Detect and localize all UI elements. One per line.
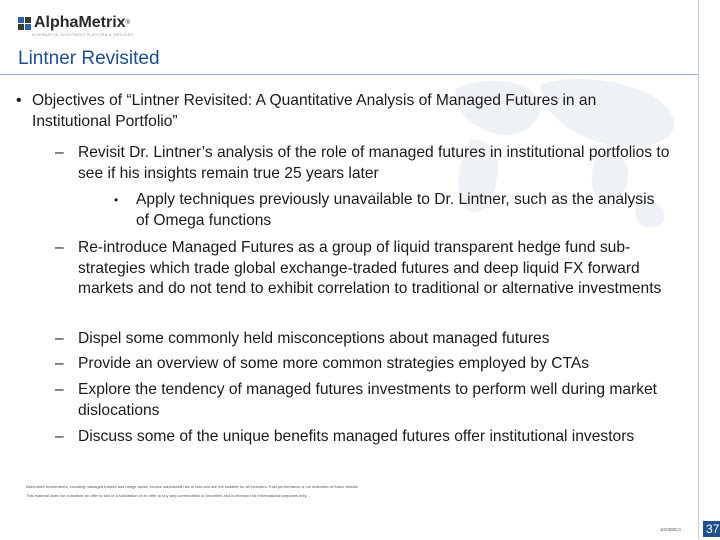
- title-underline: [0, 74, 698, 75]
- disclaimer-line: This material does not constitute an offer to sell or a solicitation of an offer to buy any commodities or securities and is intended for informational purposes only.: [26, 493, 308, 498]
- sub-bullet-text: Discuss some of the unique benefits managed futures offer institutional investors: [78, 428, 635, 445]
- alphametrix-logo: [18, 14, 130, 32]
- dash-marker: –: [55, 355, 64, 372]
- sub-bullet-text: Re-introduce Managed Futures as a group of liquid transparent hedge fund sub-strategies which trade global exchange-traded futures and deep liquid FX forward markets and do not tend to exhibit correlation to traditional or alternative investments: [78, 239, 662, 297]
- sub-bullet-text: Revisit Dr. Lintner’s analysis of the role of managed futures in institutional portfolios to see if his insights remain true 25 years later: [78, 144, 670, 182]
- main-bullet-text: Objectives of “Lintner Revisited: A Quantitative Analysis of Managed Futures in an Institutional Portfolio”: [32, 92, 597, 130]
- footer-disclaimer: [26, 482, 586, 500]
- dash-marker: –: [55, 144, 64, 161]
- dash-marker: –: [55, 381, 64, 398]
- sub-bullet-explore: [55, 380, 675, 421]
- sub-bullet-text: Explore the tendency of managed futures investments to perform well during market dislocations: [78, 381, 657, 419]
- sub-bullet-overview: [55, 354, 675, 375]
- logo-registered-mark: ®: [125, 20, 130, 26]
- sub-sub-bullet-omega: [114, 190, 670, 231]
- bullet-marker: •: [114, 193, 119, 207]
- sub-sub-bullet-text: Apply techniques previously unavailable to Dr. Lintner, such as the analysis of Omega functions: [136, 191, 655, 229]
- dash-marker: –: [55, 239, 64, 256]
- logo-tagline: ALTERNATIVE INVESTMENT PLATFORM & SERVICES: [32, 33, 134, 37]
- bullet-marker: •: [16, 92, 22, 109]
- slide-title: Lintner Revisited: [18, 48, 160, 69]
- dash-marker: –: [55, 428, 64, 445]
- disclaimer-line: Alternative investments, including managed futures and hedge funds, involve substantial risk of loss and are not suitable for all investors. Past performance is not indicative of future results.: [26, 484, 359, 489]
- dash-marker: –: [55, 330, 64, 347]
- right-edge-rule: [698, 0, 699, 540]
- sub-bullet-discuss: [55, 427, 675, 448]
- logo-wordmark: AlphaMetrix: [34, 14, 126, 31]
- logo-grid-icon: [18, 17, 31, 30]
- document-code: 102308CA: [660, 527, 682, 532]
- page-number: 37: [703, 521, 720, 537]
- sub-bullet-reintroduce: [55, 238, 675, 300]
- sub-bullet-text: Dispel some commonly held misconceptions about managed futures: [78, 330, 550, 347]
- sub-bullet-dispel: [55, 329, 675, 350]
- sub-bullet-revisit: [55, 143, 675, 184]
- main-bullet: [16, 91, 676, 132]
- sub-bullet-text: Provide an overview of some more common strategies employed by CTAs: [78, 355, 590, 372]
